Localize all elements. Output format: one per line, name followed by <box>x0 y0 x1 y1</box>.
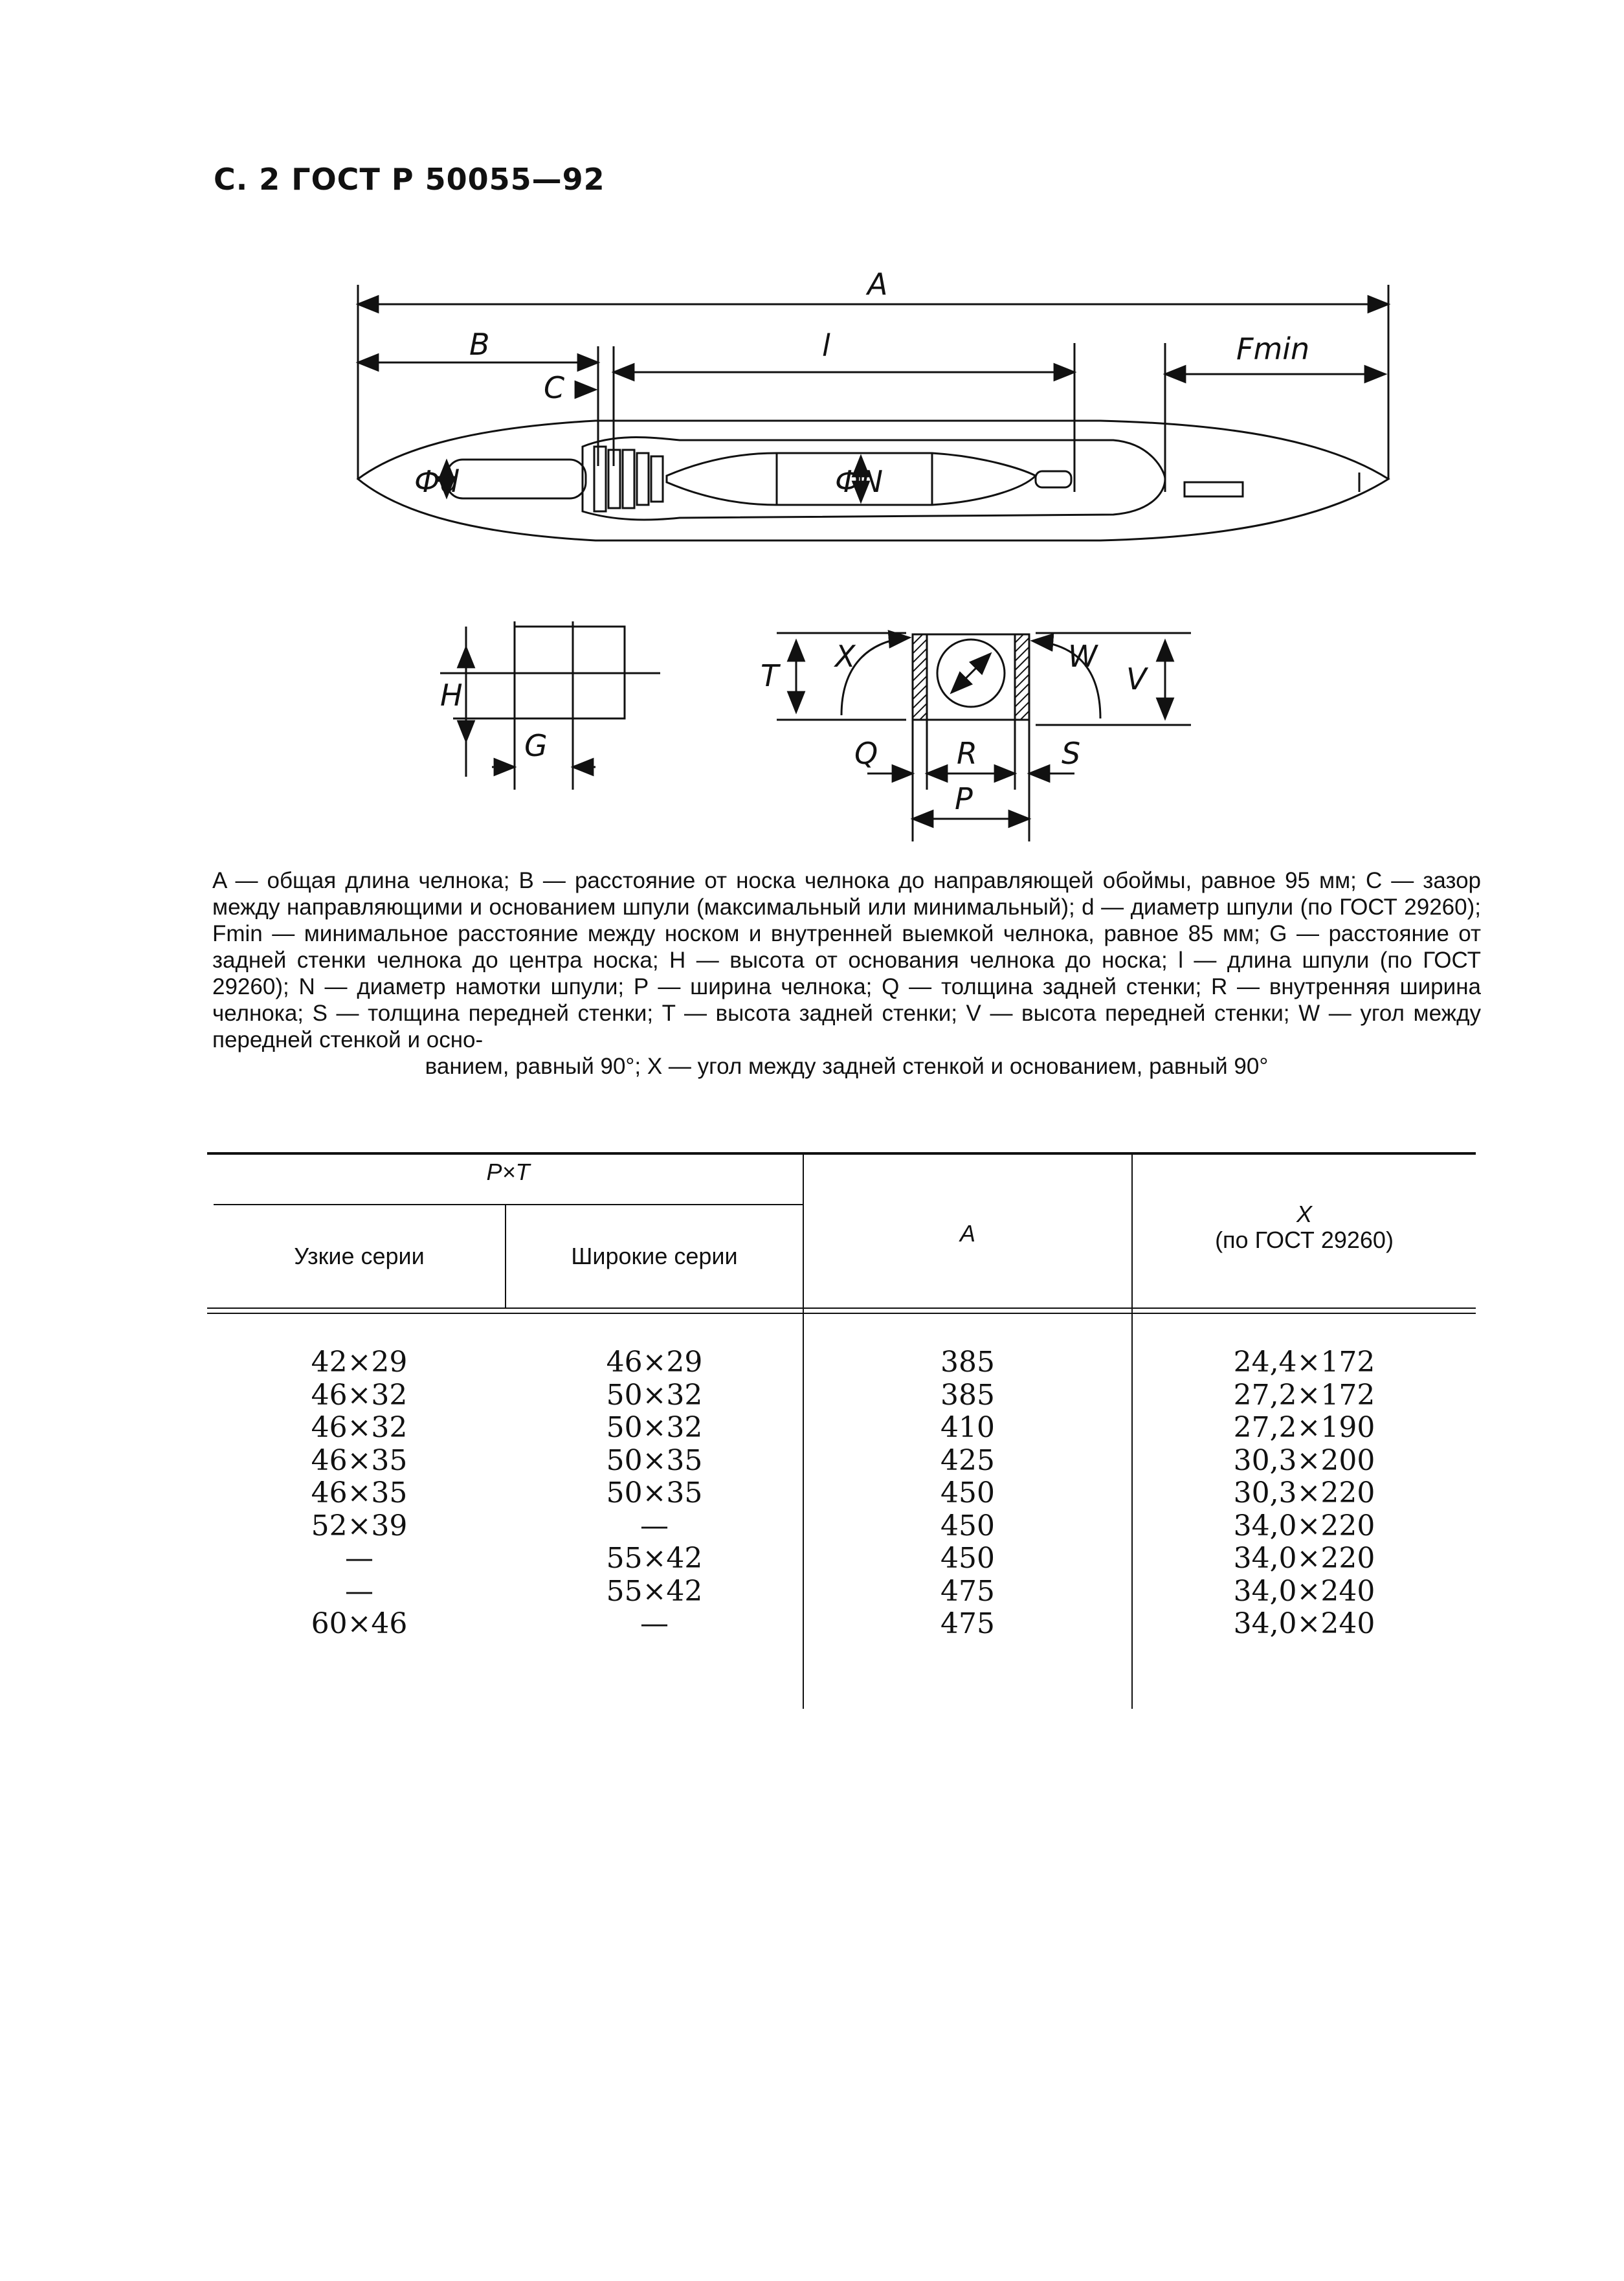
label-T: T <box>761 658 779 693</box>
table-cell: — <box>345 1574 373 1608</box>
table-cell: 50×32 <box>606 1378 703 1412</box>
column-narrow <box>214 1346 505 1641</box>
table-cell: — <box>345 1542 373 1575</box>
header-X: X <box>1296 1201 1312 1227</box>
table-cell: 475 <box>940 1607 995 1640</box>
table-cell: 410 <box>940 1411 995 1444</box>
label-Q: Q <box>854 736 878 771</box>
label-S: S <box>1062 736 1081 771</box>
table-cell: 27,2×190 <box>1233 1411 1375 1444</box>
table-cell: 50×35 <box>606 1443 703 1477</box>
table-cell: 55×42 <box>606 1542 703 1575</box>
page-header: С. 2 ГОСТ Р 50055—92 <box>214 162 605 197</box>
label-A: A <box>867 267 888 302</box>
table-cell: 60×46 <box>311 1607 408 1640</box>
legend-text: A — общая длина челнока; B — расстояние от носка челнока до направляющей обоймы, равное 95 мм; C — зазор между направляющими и основанием шпули (максимальный или минимальный); d — диаметр шпули (по ГОСТ 29260); Fmin — минимальное расстояние между носком и внутренней выемкой челнока, равное 85 мм; G — расстояние от задней стенки челнока до центра носка; H — высота от основания челнока до носка; l — длина шпули (по ГОСТ 29260); N — диаметр намотки шпули; P — ширина челнока; Q — толщина задней стенки; R — внутренняя ширина челнока; S — толщина передней стенки; T — высота задней стенки; V — высота передней стенки; W — угол между передней стенкой и осно- <box>212 868 1481 1052</box>
table-cell: 46×32 <box>311 1378 408 1412</box>
label-V: V <box>1126 662 1147 696</box>
label-P: P <box>955 781 973 816</box>
header-narrow: Узкие серии <box>294 1243 425 1269</box>
header-A: A <box>959 1220 975 1247</box>
table-cell: 46×35 <box>311 1443 408 1477</box>
label-W: W <box>1068 639 1098 674</box>
label-H: H <box>440 678 463 713</box>
top-view <box>358 285 1388 540</box>
table-cell: 52×39 <box>311 1509 408 1542</box>
table-cell: 24,4×172 <box>1233 1346 1375 1379</box>
column-A <box>804 1346 1131 1641</box>
table-cell: 425 <box>940 1443 995 1477</box>
table-cell: — <box>640 1509 669 1542</box>
table-cell: 385 <box>940 1346 995 1379</box>
table-cell: — <box>640 1607 669 1640</box>
table-cell: 34,0×220 <box>1233 1509 1375 1542</box>
table-cell: 46×32 <box>311 1411 408 1444</box>
table-cell: 30,3×200 <box>1233 1443 1375 1477</box>
label-N: ФN <box>835 464 884 499</box>
table-cell: 46×29 <box>606 1346 703 1379</box>
table-cell: 450 <box>940 1476 995 1509</box>
header-wide: Широкие серии <box>571 1243 738 1269</box>
label-B: B <box>469 327 490 362</box>
table-cell: 34,0×220 <box>1233 1542 1375 1575</box>
figure-legend <box>212 867 1481 1080</box>
label-Fmin: Fmin <box>1236 331 1310 366</box>
table-cell: 475 <box>940 1574 995 1608</box>
column-X <box>1133 1346 1476 1641</box>
label-G: G <box>524 728 548 763</box>
label-l: l <box>822 328 830 363</box>
legend-last-line: ванием, равный 90°; X — угол между задней стенкой и основанием, равный 90° <box>425 1054 1269 1079</box>
table-cell: 55×42 <box>606 1574 703 1608</box>
table-cell: 46×35 <box>311 1476 408 1509</box>
header-pxt: P×T <box>486 1159 530 1185</box>
shuttle-drawing <box>0 0 1624 854</box>
table-cell: 50×35 <box>606 1476 703 1509</box>
dimensions-table <box>207 1152 1476 1722</box>
column-wide <box>506 1346 803 1641</box>
table-cell: 42×29 <box>311 1346 408 1379</box>
label-d: Фd <box>414 464 459 499</box>
table-cell: 27,2×172 <box>1233 1378 1375 1412</box>
nose-detail <box>440 621 660 790</box>
table-cell: 34,0×240 <box>1233 1574 1375 1608</box>
label-X: X <box>835 639 856 674</box>
label-R: R <box>957 736 977 771</box>
table-cell: 385 <box>940 1378 995 1412</box>
table-cell: 34,0×240 <box>1233 1607 1375 1640</box>
table-cell: 450 <box>940 1509 995 1542</box>
table-cell: 50×32 <box>606 1411 703 1444</box>
table-cell: 450 <box>940 1542 995 1575</box>
header-X-note: (по ГОСТ 29260) <box>1215 1227 1394 1253</box>
label-C: C <box>544 370 565 405</box>
table-cell: 30,3×220 <box>1233 1476 1375 1509</box>
